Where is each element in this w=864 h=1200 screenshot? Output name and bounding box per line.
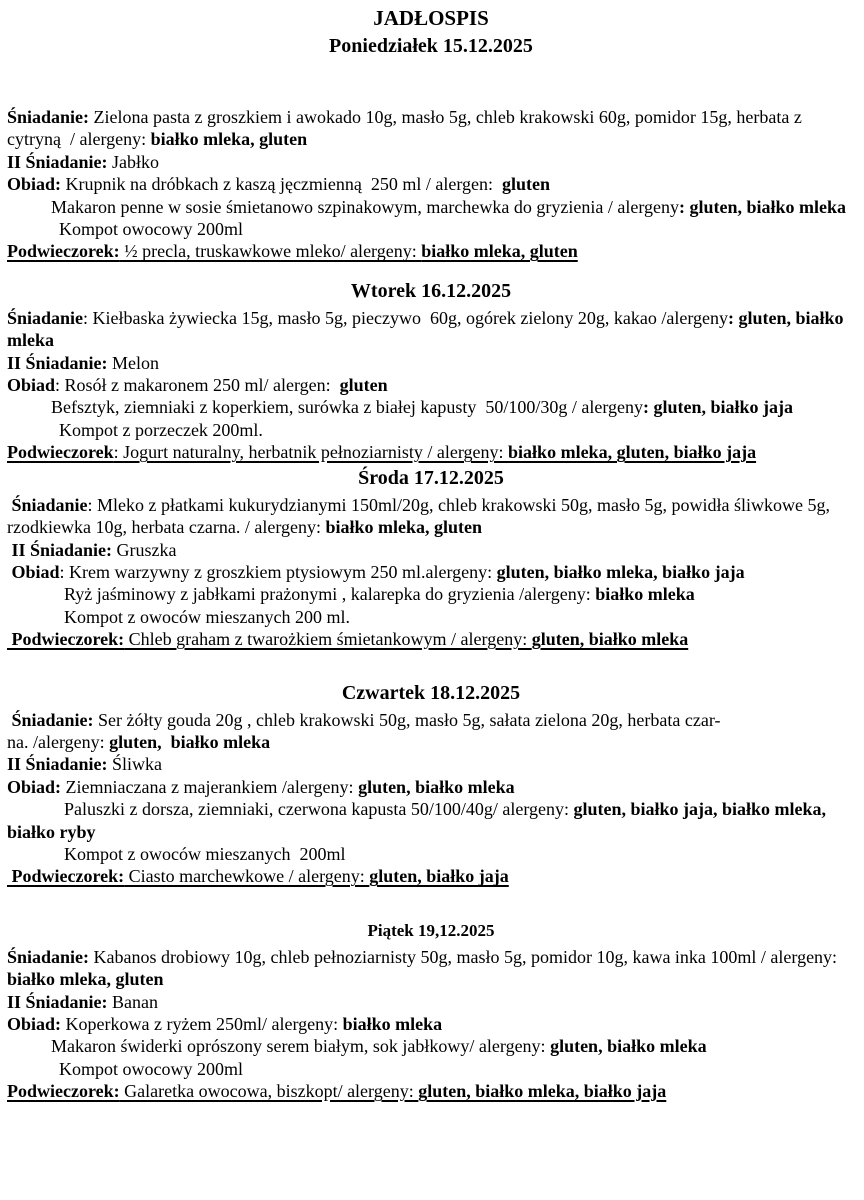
text-run: na. /alergeny: xyxy=(7,731,110,752)
text-run: : gluten, białko mleka xyxy=(7,307,849,351)
text-run: gluten, białko mleka xyxy=(531,629,689,650)
day-title: Wtorek 16.12.2025 xyxy=(350,279,512,302)
text-run: Śniadanie xyxy=(7,307,84,328)
text-run: Gruszka xyxy=(112,539,177,560)
menu-days xyxy=(7,32,855,1103)
text-run: II Śniadanie: xyxy=(7,151,108,172)
text-run: Zielona pasta z groszkiem i awokado 10g, masło 5g, chleb krakowski 60g, pomidor 15g, herbata z cytryną / alergeny: xyxy=(7,107,807,150)
menu-line xyxy=(7,561,855,583)
menu-line xyxy=(7,1058,855,1080)
menu-line xyxy=(7,494,855,539)
text-run: Obiad: xyxy=(7,174,62,195)
text-run: Paluszki z dorsza, ziemniaki, czerwona kapusta 50/100/40g/ alergeny: xyxy=(64,799,574,820)
text-run: białko mleka xyxy=(595,584,695,605)
text-run: gluten xyxy=(339,375,388,396)
text-run: Kompot owocowy 200ml xyxy=(59,1058,243,1079)
text-run: : gluten, białko jaja xyxy=(643,397,794,418)
text-run: Ryż jaśminowy z jabłkami prażonymi , kalarepka do gryzienia /alergeny: xyxy=(64,584,596,605)
text-run: Makaron świderki oprószony serem białym, sok jabłkowy/ alergeny: xyxy=(51,1036,551,1057)
day-title: Piątek 19,12.2025 xyxy=(367,920,495,940)
menu-line xyxy=(7,843,855,865)
text-run: Obiad xyxy=(11,561,60,582)
menu-line xyxy=(7,307,855,352)
text-run: Śliwka xyxy=(107,754,163,775)
text-run: Galaretka owocowa, biszkopt/ alergeny: xyxy=(119,1081,419,1102)
text-run: Befsztyk, ziemniaki z koperkiem, surówka z białej kapusty 50/100/30g / alergeny xyxy=(51,397,644,418)
text-run: : Mleko z płatkami kukurydzianymi 150ml/20g, chleb krakowski 50g, masło 5g, powidła śliwkowe 5g, rzodkiewka 10g, herbata czarna. / alergeny: xyxy=(7,494,835,538)
menu-line xyxy=(7,352,855,374)
text-run: Koperkowa z ryżem 250ml/ alergeny: xyxy=(61,1014,343,1034)
menu-line xyxy=(7,196,855,218)
text-run: gluten xyxy=(502,174,551,195)
podwieczorek-line xyxy=(7,865,855,887)
text-run: Podwieczorek: xyxy=(7,1081,120,1102)
text-run: Obiad xyxy=(7,375,56,396)
podwieczorek-line xyxy=(7,1080,855,1102)
text-run: białko mleka xyxy=(342,1014,443,1034)
menu-line xyxy=(7,753,855,775)
text-run: : Rosół z makaronem 250 ml/ alergen: xyxy=(55,375,340,396)
menu-line xyxy=(7,539,855,561)
text-run: gluten, białko mleka xyxy=(550,1036,707,1057)
menu-line xyxy=(7,776,855,798)
day-section xyxy=(7,679,855,888)
page-title: JADŁOSPIS xyxy=(373,6,489,30)
menu-line xyxy=(7,946,855,991)
text-run: Podwieczorek xyxy=(7,442,114,463)
text-run: Ser żółty gouda 20g , chleb krakowski 50g, masło 5g, sałata zielona 20g, herbata czar- xyxy=(93,709,721,730)
menu-line xyxy=(7,991,855,1013)
text-run: : gluten, białko mleka xyxy=(678,196,847,217)
text-run: Makaron penne w sosie śmietanowo szpinakowym, marchewka do gryzienia / alergeny xyxy=(51,196,679,217)
text-run: Obiad: xyxy=(7,776,62,797)
podwieczorek-line xyxy=(7,628,855,650)
text-run: Podwieczorek: xyxy=(7,241,120,262)
menu-line xyxy=(7,419,855,441)
text-run: gluten, białko jaja xyxy=(369,866,509,887)
text-run: II Śniadanie: xyxy=(11,539,113,560)
text-run: Kompot z porzeczek 200ml. xyxy=(59,419,263,440)
menu-line xyxy=(7,218,855,240)
menu-line xyxy=(7,151,855,173)
text-run: ½ precla, truskawkowe mleko/ alergeny: xyxy=(119,241,422,262)
text-run: gluten, białko mleka, białko jaja xyxy=(496,561,745,582)
text-run: Podwieczorek: xyxy=(11,629,125,650)
menu-line xyxy=(7,374,855,396)
text-run: Jabłko xyxy=(107,151,160,172)
text-run: Banan xyxy=(107,991,159,1012)
day-section xyxy=(7,32,855,263)
text-run: gluten, białko mleka xyxy=(109,731,271,752)
text-run: Kabanos drobiowy 10g, chleb pełnoziarnisty 50g, masło 5g, pomidor 10g, kawa inka 100ml / alergeny: xyxy=(89,946,842,967)
text-run: Chleb graham z twarożkiem śmietankowym / alergeny: xyxy=(124,629,532,650)
day-section xyxy=(7,464,855,651)
menu-line xyxy=(7,606,855,628)
text-run: : Jogurt naturalny, herbatnik pełnoziarnisty / alergeny: xyxy=(113,442,509,463)
podwieczorek-line xyxy=(7,240,855,262)
text-run: Śniadanie: xyxy=(11,709,94,730)
text-run: II Śniadanie: xyxy=(7,991,108,1012)
day-title: Środa 17.12.2025 xyxy=(358,466,504,489)
text-run: gluten, białko mleka, białko jaja xyxy=(418,1081,667,1102)
text-run: gluten, białko jaja, białko mleka, białko ryby xyxy=(7,799,831,842)
text-run: Krupnik na dróbkach z kaszą jęczmienną 250 ml / alergen: xyxy=(61,174,503,195)
day-title: Poniedziałek 15.12.2025 xyxy=(329,35,533,57)
text-run: białko mleka, gluten, białko jaja xyxy=(508,442,757,463)
text-run: białko mleka, gluten xyxy=(7,969,164,990)
text-run: Śniadanie xyxy=(11,494,88,515)
text-run: Obiad: xyxy=(7,1014,62,1034)
menu-line xyxy=(7,583,855,605)
text-run: Kompot z owoców mieszanych 200 ml. xyxy=(64,606,350,627)
menu-line xyxy=(7,1035,855,1057)
day-title: Czwartek 18.12.2025 xyxy=(341,681,521,704)
text-run: : Kiełbaska żywiecka 15g, masło 5g, pieczywo 60g, ogórek zielony 20g, kakao /alergeny xyxy=(83,307,729,328)
text-run: Kompot z owoców mieszanych 200ml xyxy=(64,843,346,864)
menu-line xyxy=(7,1013,855,1035)
podwieczorek-line xyxy=(7,441,855,463)
menu-line xyxy=(7,396,855,418)
text-run: Ziemniaczana z majerankiem /alergeny: xyxy=(61,776,359,797)
menu-line xyxy=(7,709,855,754)
text-run: białko mleka, gluten xyxy=(325,517,483,538)
text-run: : Krem warzywny z groszkiem ptysiowym 250 ml.alergeny: xyxy=(59,561,497,582)
text-run: Kompot owocowy 200ml xyxy=(59,219,243,240)
menu-line xyxy=(7,173,855,195)
text-run: II Śniadanie: xyxy=(7,352,108,373)
text-run: Melon xyxy=(107,352,160,373)
text-run: Śniadanie: xyxy=(7,107,90,127)
day-section xyxy=(7,918,855,1103)
text-run: białko mleka, gluten xyxy=(150,129,308,150)
day-section xyxy=(7,277,855,464)
text-run: Podwieczorek: xyxy=(11,866,125,887)
text-run: białko mleka, gluten xyxy=(421,241,578,262)
text-run: Śniadanie: xyxy=(7,946,90,967)
menu-line xyxy=(7,106,855,151)
text-run: II Śniadanie: xyxy=(7,754,108,775)
text-run: gluten, białko mleka xyxy=(358,776,515,797)
menu-line xyxy=(7,798,855,843)
text-run: Ciasto marchewkowe / alergeny: xyxy=(124,866,370,887)
